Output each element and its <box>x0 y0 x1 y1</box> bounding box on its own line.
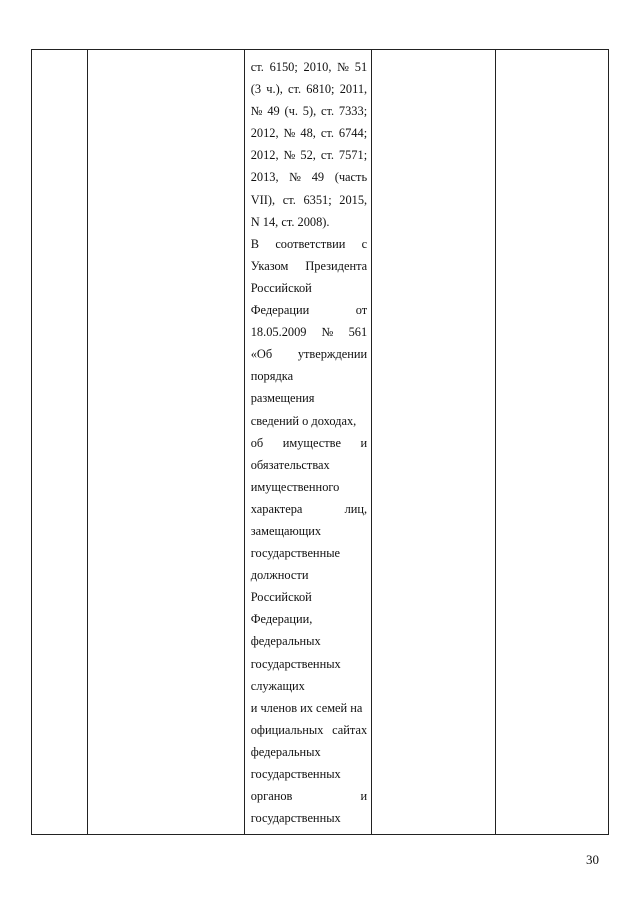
text-word: и членов их семей на <box>250 700 363 715</box>
text-word: № <box>283 126 296 141</box>
text-line <box>251 741 367 763</box>
text-word: имущественного <box>250 479 340 494</box>
text-word: и <box>360 435 368 450</box>
text-line <box>251 365 367 387</box>
text-word: № <box>337 60 350 74</box>
text-word: Российской <box>250 590 312 605</box>
text-word: ст. <box>250 60 264 74</box>
text-word: 2012, <box>250 148 279 163</box>
text-word: 6351; <box>303 192 332 207</box>
text-word: 2011, <box>339 82 368 97</box>
text-word: 18.05.2009 <box>250 325 307 340</box>
text-word: 6150; <box>269 60 298 74</box>
text-word: ч.), <box>266 82 283 97</box>
text-word: 2015, <box>339 192 368 207</box>
text-word: «Об <box>250 347 273 362</box>
text-word: ст. <box>282 192 296 207</box>
text-word: лиц, <box>344 501 368 516</box>
text-word: сведений о доходах, <box>250 413 357 428</box>
text-word: замещающих <box>250 523 322 538</box>
text-line <box>251 277 367 299</box>
page-number: 30 <box>586 852 599 867</box>
text-line <box>251 697 367 719</box>
text-line <box>251 542 367 564</box>
text-word: государственных <box>250 767 341 781</box>
text-word: должности <box>250 568 309 583</box>
text-word: размещения <box>250 391 315 406</box>
text-line <box>251 454 367 476</box>
text-line <box>251 476 367 498</box>
table-cell-col2 <box>88 50 245 835</box>
text-line <box>251 233 367 255</box>
text-line <box>251 586 367 608</box>
text-line <box>251 343 367 365</box>
table-cell-legal-basis <box>244 50 371 835</box>
text-line <box>251 122 367 144</box>
text-word: органов <box>250 789 293 804</box>
text-word: государственных <box>250 656 341 671</box>
text-line <box>251 387 367 409</box>
text-line <box>251 719 367 741</box>
text-word: 7571; <box>338 148 368 163</box>
text-word: 51 <box>354 60 368 74</box>
text-word: 2013, <box>250 170 279 185</box>
text-word: федеральных <box>250 634 321 649</box>
text-word: 2010, <box>303 60 332 74</box>
text-line <box>251 432 367 454</box>
text-word: N 14, ст. 2008). <box>250 214 330 229</box>
text-word: № <box>321 325 334 340</box>
text-line <box>251 166 367 188</box>
table-cell-col4 <box>372 50 495 835</box>
text-word: Федерации <box>250 303 310 318</box>
text-line <box>251 299 367 321</box>
text-word: 561 <box>348 325 368 340</box>
text-line <box>251 211 367 233</box>
text-word: 7333; <box>338 104 368 119</box>
text-line <box>251 56 367 78</box>
text-line <box>251 675 367 697</box>
text-line <box>251 321 367 343</box>
text-word: государственных <box>250 811 341 826</box>
table-row <box>32 50 609 835</box>
text-line <box>251 785 367 807</box>
text-line <box>251 144 367 166</box>
text-word: об <box>250 435 264 450</box>
document-table <box>31 49 609 835</box>
text-line <box>251 78 367 100</box>
text-word: 48, <box>300 126 316 141</box>
text-word: служащих <box>250 678 305 693</box>
legal-basis-text <box>245 50 371 829</box>
text-line <box>251 630 367 652</box>
text-line <box>251 189 367 211</box>
text-word: 6810; <box>306 82 335 97</box>
text-word: (3 <box>250 82 262 97</box>
text-word: (часть <box>334 170 368 185</box>
text-line <box>251 498 367 520</box>
text-line <box>251 564 367 586</box>
text-word: соответствии <box>275 236 346 251</box>
text-word: VII), <box>250 192 276 207</box>
text-word: 49 <box>267 104 280 119</box>
text-word: 2012, <box>250 126 279 141</box>
text-word: имуществе <box>282 435 341 450</box>
table-cell-col5 <box>495 50 608 835</box>
text-word: от <box>355 303 368 318</box>
text-word: 5), <box>302 104 317 119</box>
text-word: ст. <box>320 126 334 141</box>
text-word: ст. <box>320 148 334 163</box>
text-word: Президента <box>305 258 368 273</box>
text-word: Российской <box>250 280 312 295</box>
text-word: государственные <box>250 546 341 561</box>
text-word: № <box>289 170 302 185</box>
text-word: Федерации, <box>250 612 313 627</box>
text-word: обязательствах <box>250 457 330 472</box>
text-line <box>251 608 367 630</box>
text-line <box>251 653 367 675</box>
text-word: 6744; <box>338 126 368 141</box>
text-word: В <box>250 236 259 251</box>
text-word: № <box>250 104 263 119</box>
text-word: 49 <box>311 170 325 185</box>
text-line <box>251 520 367 542</box>
text-word: 52, <box>300 148 316 163</box>
text-word: и <box>360 789 368 804</box>
text-word: сайтах <box>332 722 368 737</box>
text-word: № <box>283 148 296 163</box>
text-word: ст. <box>287 82 302 97</box>
text-word: Указом <box>250 258 289 273</box>
text-word: федеральных <box>250 744 321 759</box>
text-word: порядка <box>250 369 294 384</box>
text-line <box>251 410 367 432</box>
text-line <box>251 100 367 122</box>
table-cell-col1 <box>32 50 88 835</box>
text-word: ст. <box>321 104 335 119</box>
text-line <box>251 807 367 829</box>
text-word: характера <box>250 501 303 516</box>
text-word: утверждении <box>297 347 368 362</box>
text-word: с <box>361 236 368 251</box>
text-word: официальных <box>250 722 324 737</box>
text-line <box>251 255 367 277</box>
text-word: (ч. <box>284 104 298 119</box>
text-line <box>251 763 367 785</box>
